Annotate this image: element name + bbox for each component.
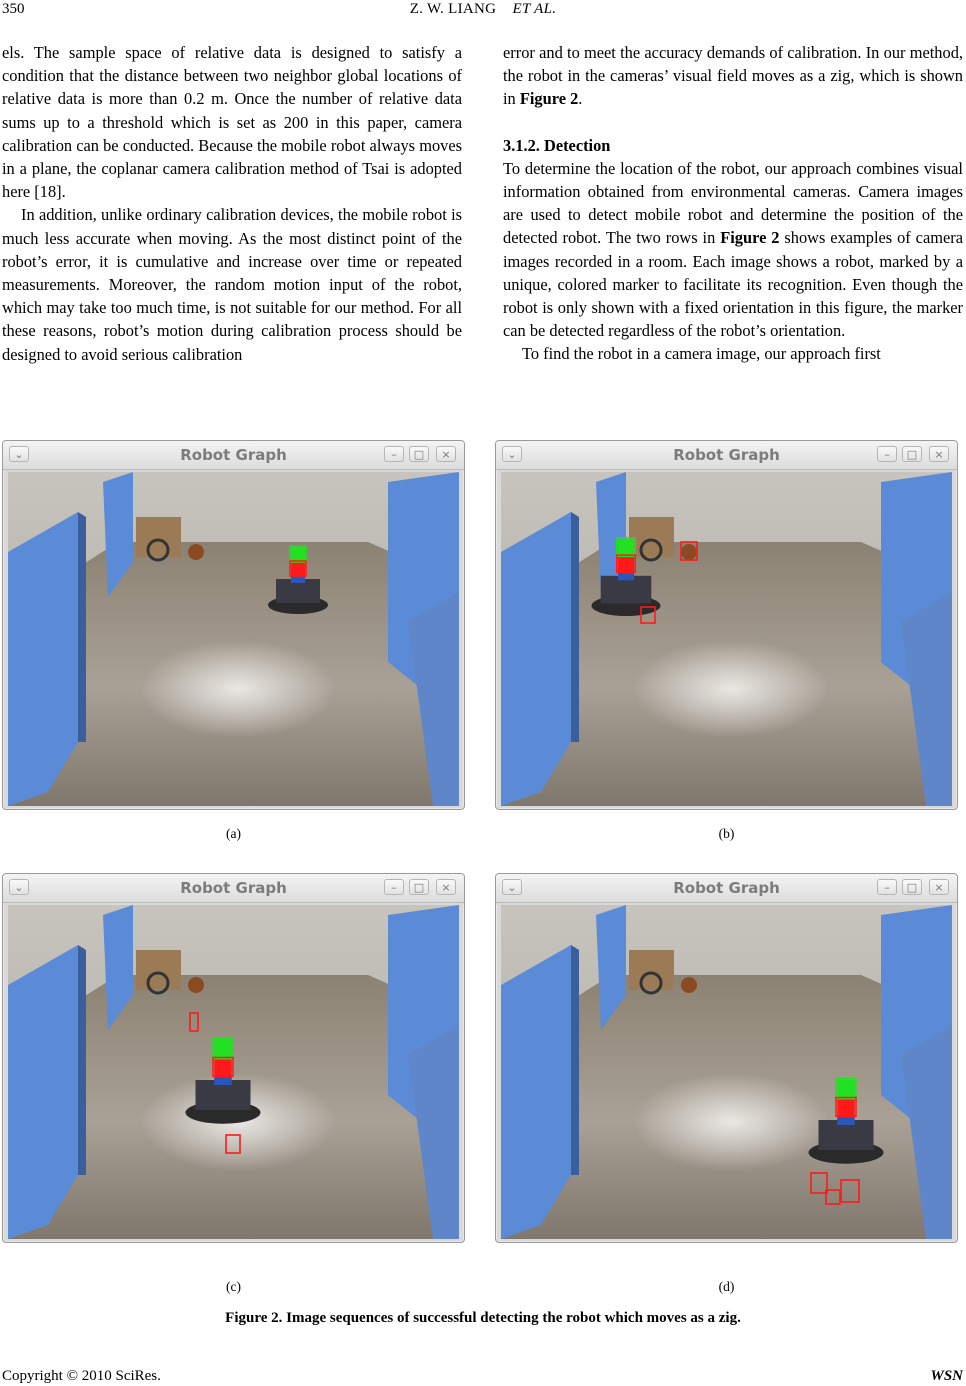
- window-title: Robot Graph: [673, 446, 780, 464]
- copyright: Copyright © 2010 SciRes.: [2, 1368, 161, 1384]
- robot-graph-window-c: [2, 873, 465, 1243]
- figure-caption: Figure 2. Image sequences of successful detecting the robot which moves as a zig.: [225, 1310, 741, 1326]
- minimize-button[interactable]: –: [877, 446, 897, 462]
- robot-graph-window-a: [2, 440, 465, 810]
- figure-ref: Figure 2: [519, 89, 579, 109]
- window-titlebar: [496, 874, 957, 903]
- right-column: [503, 41, 963, 366]
- window-title: Robot Graph: [180, 879, 287, 897]
- close-button[interactable]: ×: [436, 879, 456, 895]
- sublabel-a: (a): [226, 826, 241, 841]
- window-title: Robot Graph: [673, 879, 780, 897]
- robot-graph-window-b: [495, 440, 958, 810]
- page-header: [0, 0, 966, 22]
- text-run: To determine the location of the robot, our approach combines visual information obtained from environmental cameras. Camera images are used to detect mobile robot and determine the position of the detected robot. The two rows in: [503, 158, 963, 248]
- text-run: .: [578, 89, 583, 109]
- running-head-etal: ET AL.: [512, 1, 557, 17]
- paragraph: To find the robot in a camera image, our approach first: [522, 344, 881, 364]
- running-head: [0, 1, 966, 18]
- minimize-button[interactable]: –: [877, 879, 897, 895]
- maximize-button[interactable]: □: [902, 446, 922, 462]
- page-number: 350: [2, 1, 25, 17]
- minimize-button[interactable]: –: [384, 446, 404, 462]
- maximize-button[interactable]: □: [902, 879, 922, 895]
- window-menu-button[interactable]: ⌄: [9, 446, 29, 462]
- paragraph: els. The sample space of relative data is designed to satisfy a condition that the distance between two neighbor global locations of relative data is more than 0.2 m. Once the number of relative data sums up to a threshold which is set as 200 in this paper, camera calibration can be conducted. Because the mobile robot always moves in a plane, the coplanar camera calibration method of Tsai is adopted here [18].: [2, 43, 462, 202]
- robot-graph-window-d: [495, 873, 958, 1243]
- sublabel-c: (c): [226, 1279, 241, 1294]
- section-heading: 3.1.2. Detection: [503, 135, 611, 155]
- journal-name: WSN: [930, 1368, 963, 1384]
- running-head-authors: Z. W. LIANG: [409, 1, 497, 17]
- camera-image: [501, 905, 952, 1239]
- window-titlebar: [496, 441, 957, 470]
- close-button[interactable]: ×: [436, 446, 456, 462]
- camera-image: [501, 472, 952, 806]
- minimize-button[interactable]: –: [384, 879, 404, 895]
- window-titlebar: [3, 874, 464, 903]
- figure-ref: Figure 2: [720, 228, 780, 248]
- paragraph: In addition, unlike ordinary calibration devices, the mobile robot is much less accurate when moving. As the most distinct point of the robot’s error, it is cumulative and increase over time or repeated measurements. Moreover, the random motion input of the robot, which may take too much time, is not suitable for our method. For all these reasons, robot’s motion during calibration process should be designed to avoid serious calibration: [2, 205, 462, 364]
- window-menu-button[interactable]: ⌄: [9, 879, 29, 895]
- camera-image: [8, 905, 459, 1239]
- paragraph: [503, 157, 963, 343]
- window-title: Robot Graph: [180, 446, 287, 464]
- sublabel-b: (b): [718, 826, 735, 841]
- camera-image: [8, 472, 459, 806]
- maximize-button[interactable]: □: [409, 446, 429, 462]
- sublabel-d: (d): [718, 1279, 735, 1294]
- left-column: [2, 41, 462, 366]
- page-footer: [2, 1368, 963, 1385]
- text-run: error and to meet the accuracy demands of calibration. In our method, the robot in the cameras’ visual field moves as a zig, which is shown in: [503, 43, 963, 109]
- maximize-button[interactable]: □: [409, 879, 429, 895]
- paragraph: [503, 41, 963, 111]
- window-menu-button[interactable]: ⌄: [502, 446, 522, 462]
- text-run: shows examples of camera images recorded in a room. Each image shows a robot, marked by a unique, colored marker to facilitate its recognition. Even though the robot is only shown with a fixed orientation in this figure, the marker can be detected regardless of the robot’s orientation.: [503, 228, 963, 341]
- close-button[interactable]: ×: [929, 879, 949, 895]
- window-titlebar: [3, 441, 464, 470]
- close-button[interactable]: ×: [929, 446, 949, 462]
- window-menu-button[interactable]: ⌄: [502, 879, 522, 895]
